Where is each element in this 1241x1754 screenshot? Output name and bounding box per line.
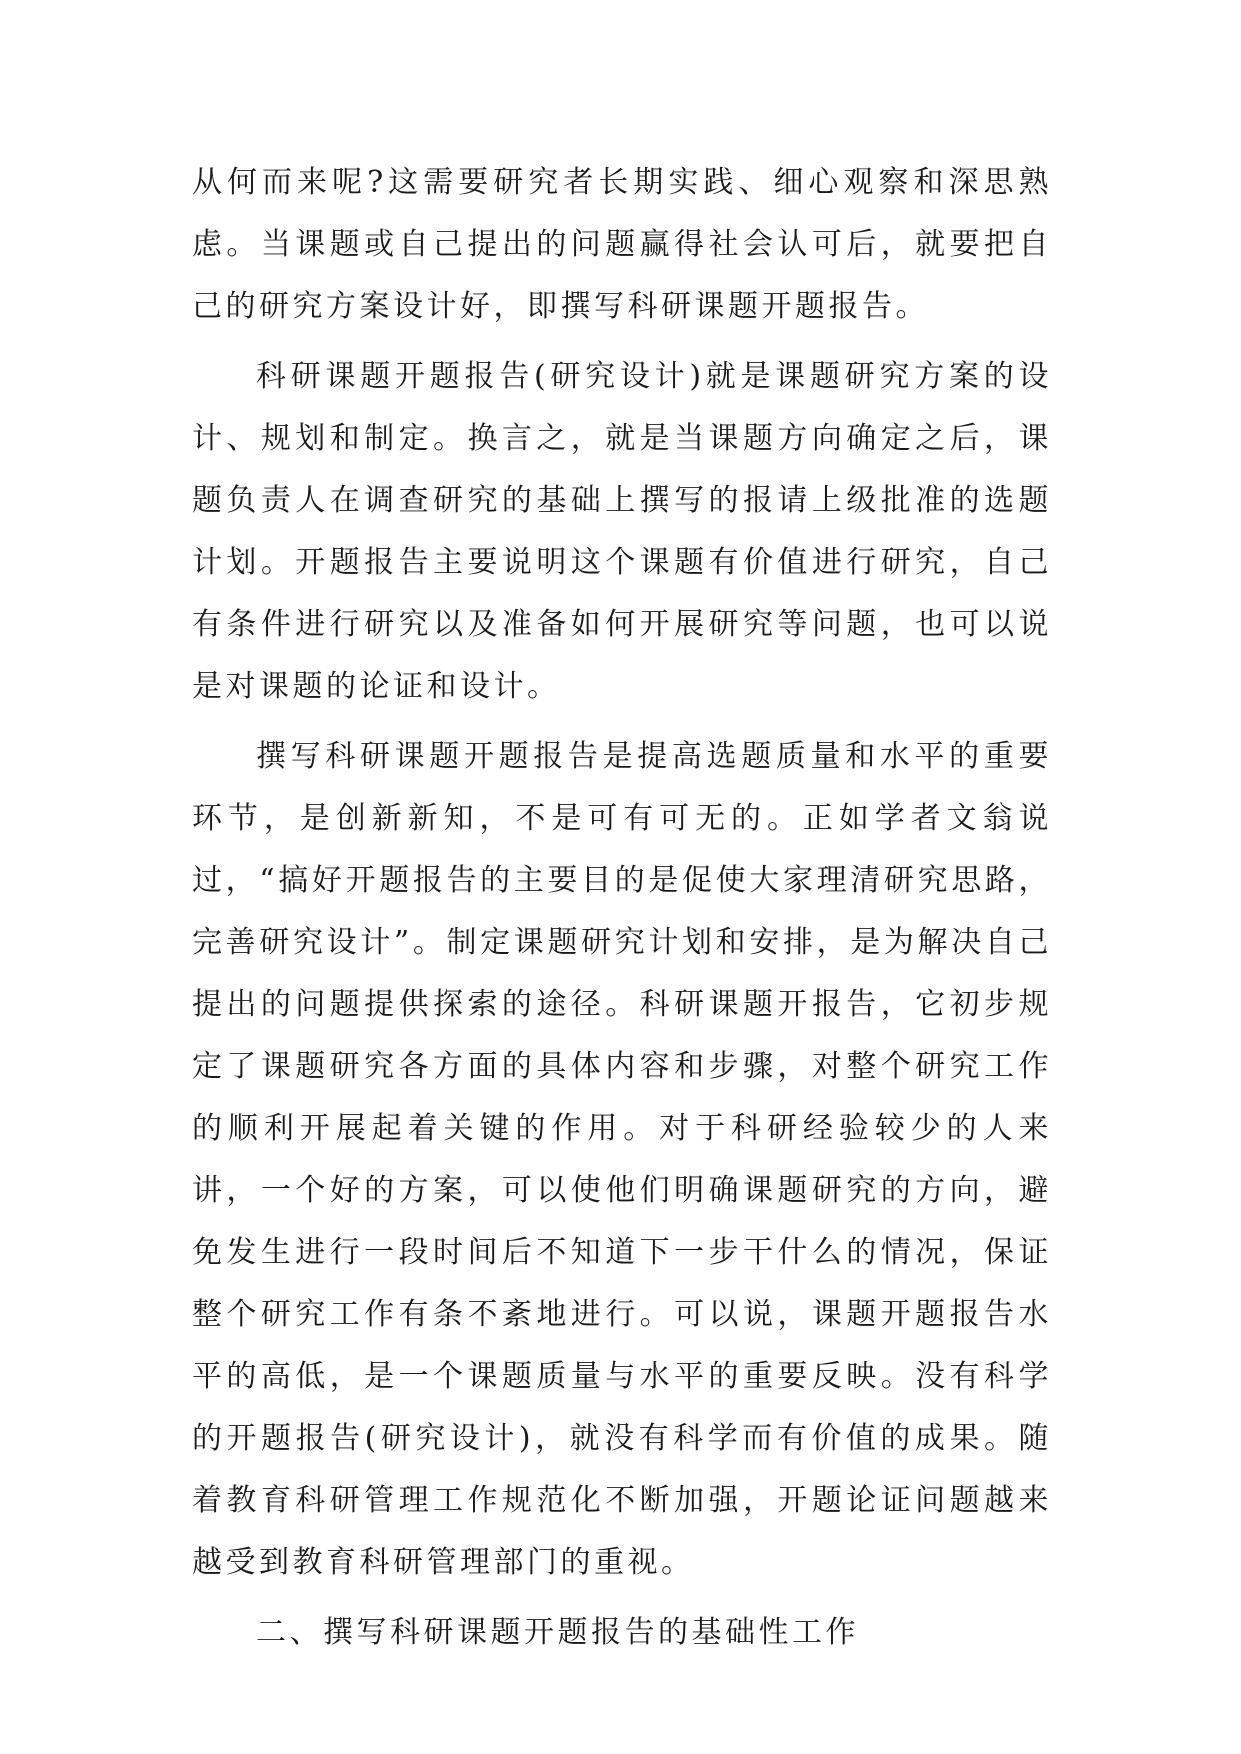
paragraph-definition: 科研课题开题报告(研究设计)就是课题研究方案的设计、规划和制定。换言之，就是当课题方向确定之后，课题负责人在调查研究的基础上撰写的报请上级批准的选题计划。开题报告主要说明这个课题有价值进行研究，自己有条件进行研究以及准备如何开展研究等问题，也可以说是对课题的论证和设计。 bbox=[192, 359, 1052, 704]
document-body bbox=[192, 152, 1052, 1664]
paragraph-importance: 撰写科研课题开题报告是提高选题质量和水平的重要环节，是创新新知，不是可有可无的。正如学者文翁说过，“搞好开题报告的主要目的是促使大家理清研究思路，完善研究设计”。制定课题研究计划和安排，是为解决自己提出的问题提供探索的途径。科研课题开报告，它初步规定了课题研究各方面的具体内容和步骤，对整个研究工作的顺利开展起着关键的作用。对于科研经验较少的人来讲，一个好的方案，可以使他们明确课题研究的方向，避免发生进行一段时间后不知道下一步干什么的情况，保证整个研究工作有条不紊地进行。可以说，课题开题报告水平的高低，是一个课题质量与水平的重要反映。没有科学的开题报告(研究设计)，就没有科学而有价值的成果。随着教育科研管理工作规范化不断加强，开题论证问题越来越受到教育科研管理部门的重视。 bbox=[192, 739, 1052, 1580]
paragraph-continuation: 从何而来呢?这需要研究者长期实践、细心观察和深思熟虑。当课题或自己提出的问题赢得社会认可后，就要把自己的研究方案设计好，即撰写科研课题开题报告。 bbox=[192, 165, 1052, 324]
section-heading: 二、撰写科研课题开题报告的基础性工作 bbox=[256, 1615, 859, 1650]
